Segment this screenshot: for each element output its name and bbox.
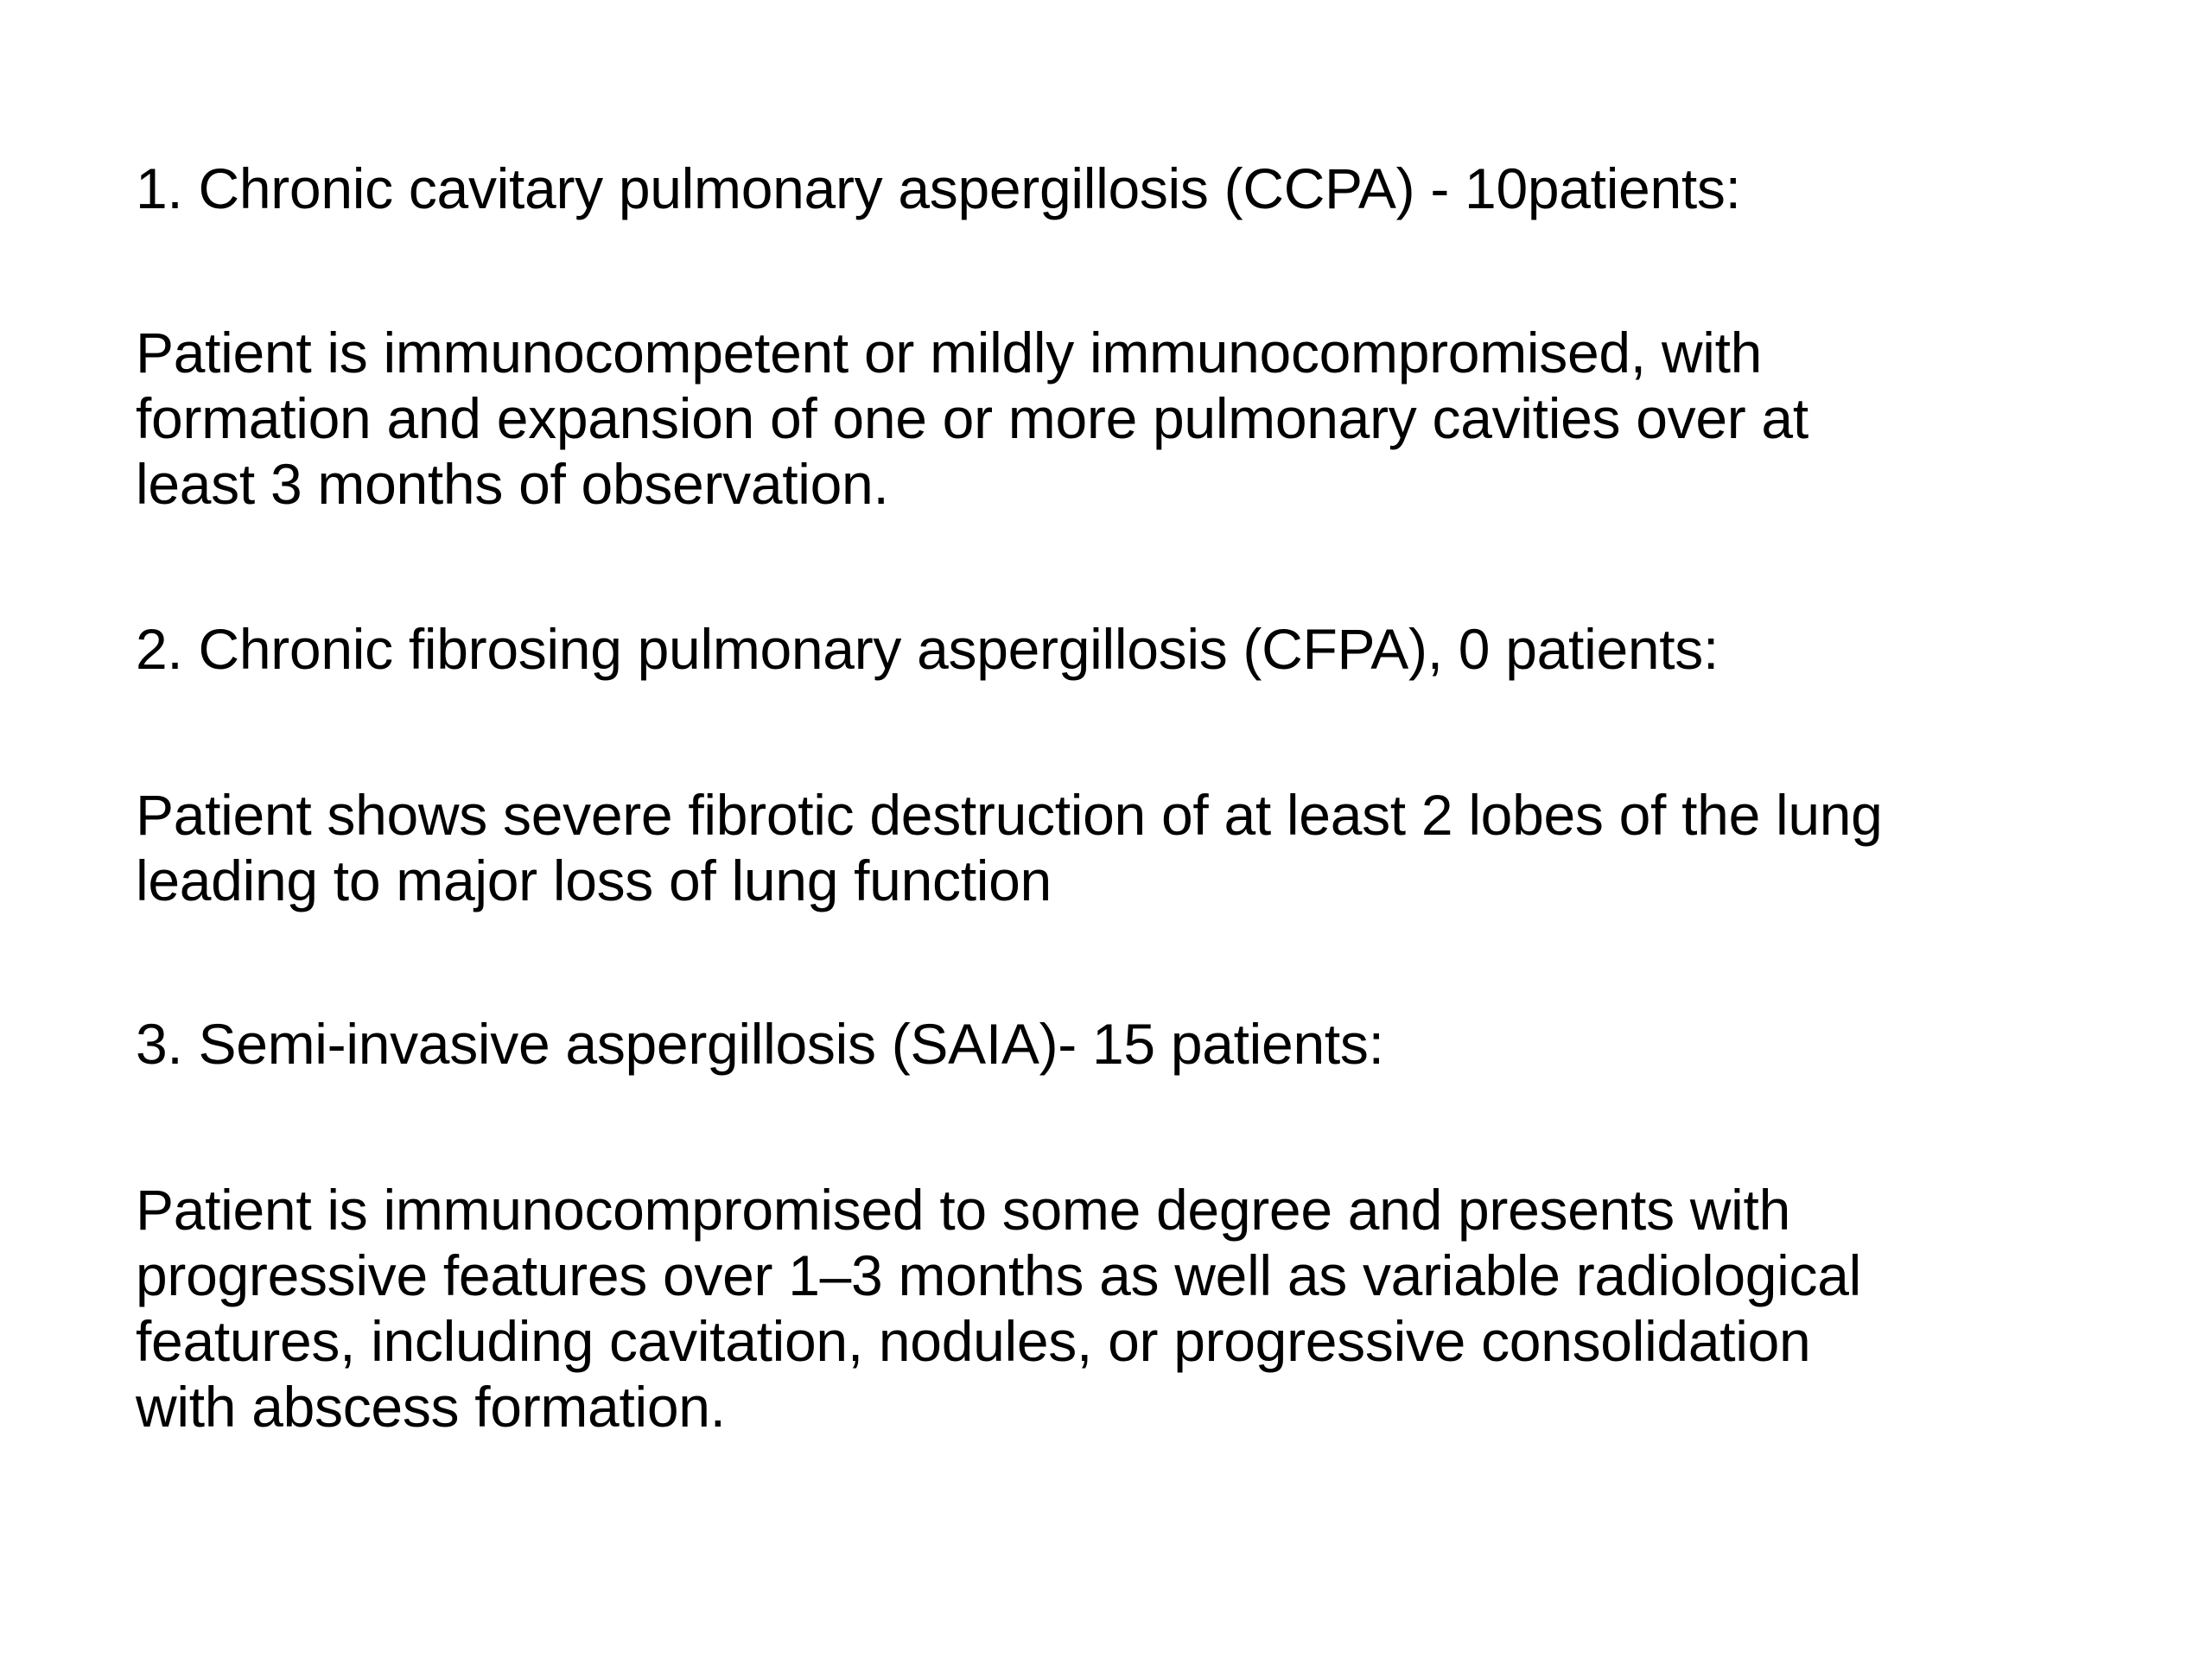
section-3-body-line: Patient is immunocompromised to some degree and presents with: [136, 1178, 1790, 1242]
section-1-body-line: least 3 months of observation.: [136, 452, 889, 516]
section-3-body-line: with abscess formation.: [136, 1375, 726, 1439]
section-2-heading: 2. Chronic fibrosing pulmonary aspergillosis (CFPA), 0 patients:: [136, 617, 1719, 681]
section-2-body: [136, 782, 1883, 913]
section-3-body-line: progressive features over 1–3 months as well as variable radiological: [136, 1243, 1862, 1307]
section-2-body-line: leading to major loss of lung function: [136, 849, 1052, 912]
section-1-body-line: formation and expansion of one or more pulmonary cavities over at: [136, 386, 1808, 450]
section-3-heading: 3. Semi-invasive aspergillosis (SAIA)- 15 patients:: [136, 1012, 1384, 1076]
section-1-body: [136, 320, 1808, 517]
section-3-body: [136, 1177, 1861, 1440]
section-3-body-line: features, including cavitation, nodules, or progressive consolidation: [136, 1309, 1811, 1373]
section-2-body-line: Patient shows severe fibrotic destruction of at least 2 lobes of the lung: [136, 783, 1883, 847]
section-1-heading: 1. Chronic cavitary pulmonary aspergillosis (CCPA) - 10patients:: [136, 156, 1741, 220]
section-1-body-line: Patient is immunocompetent or mildly immunocompromised, with: [136, 321, 1763, 385]
